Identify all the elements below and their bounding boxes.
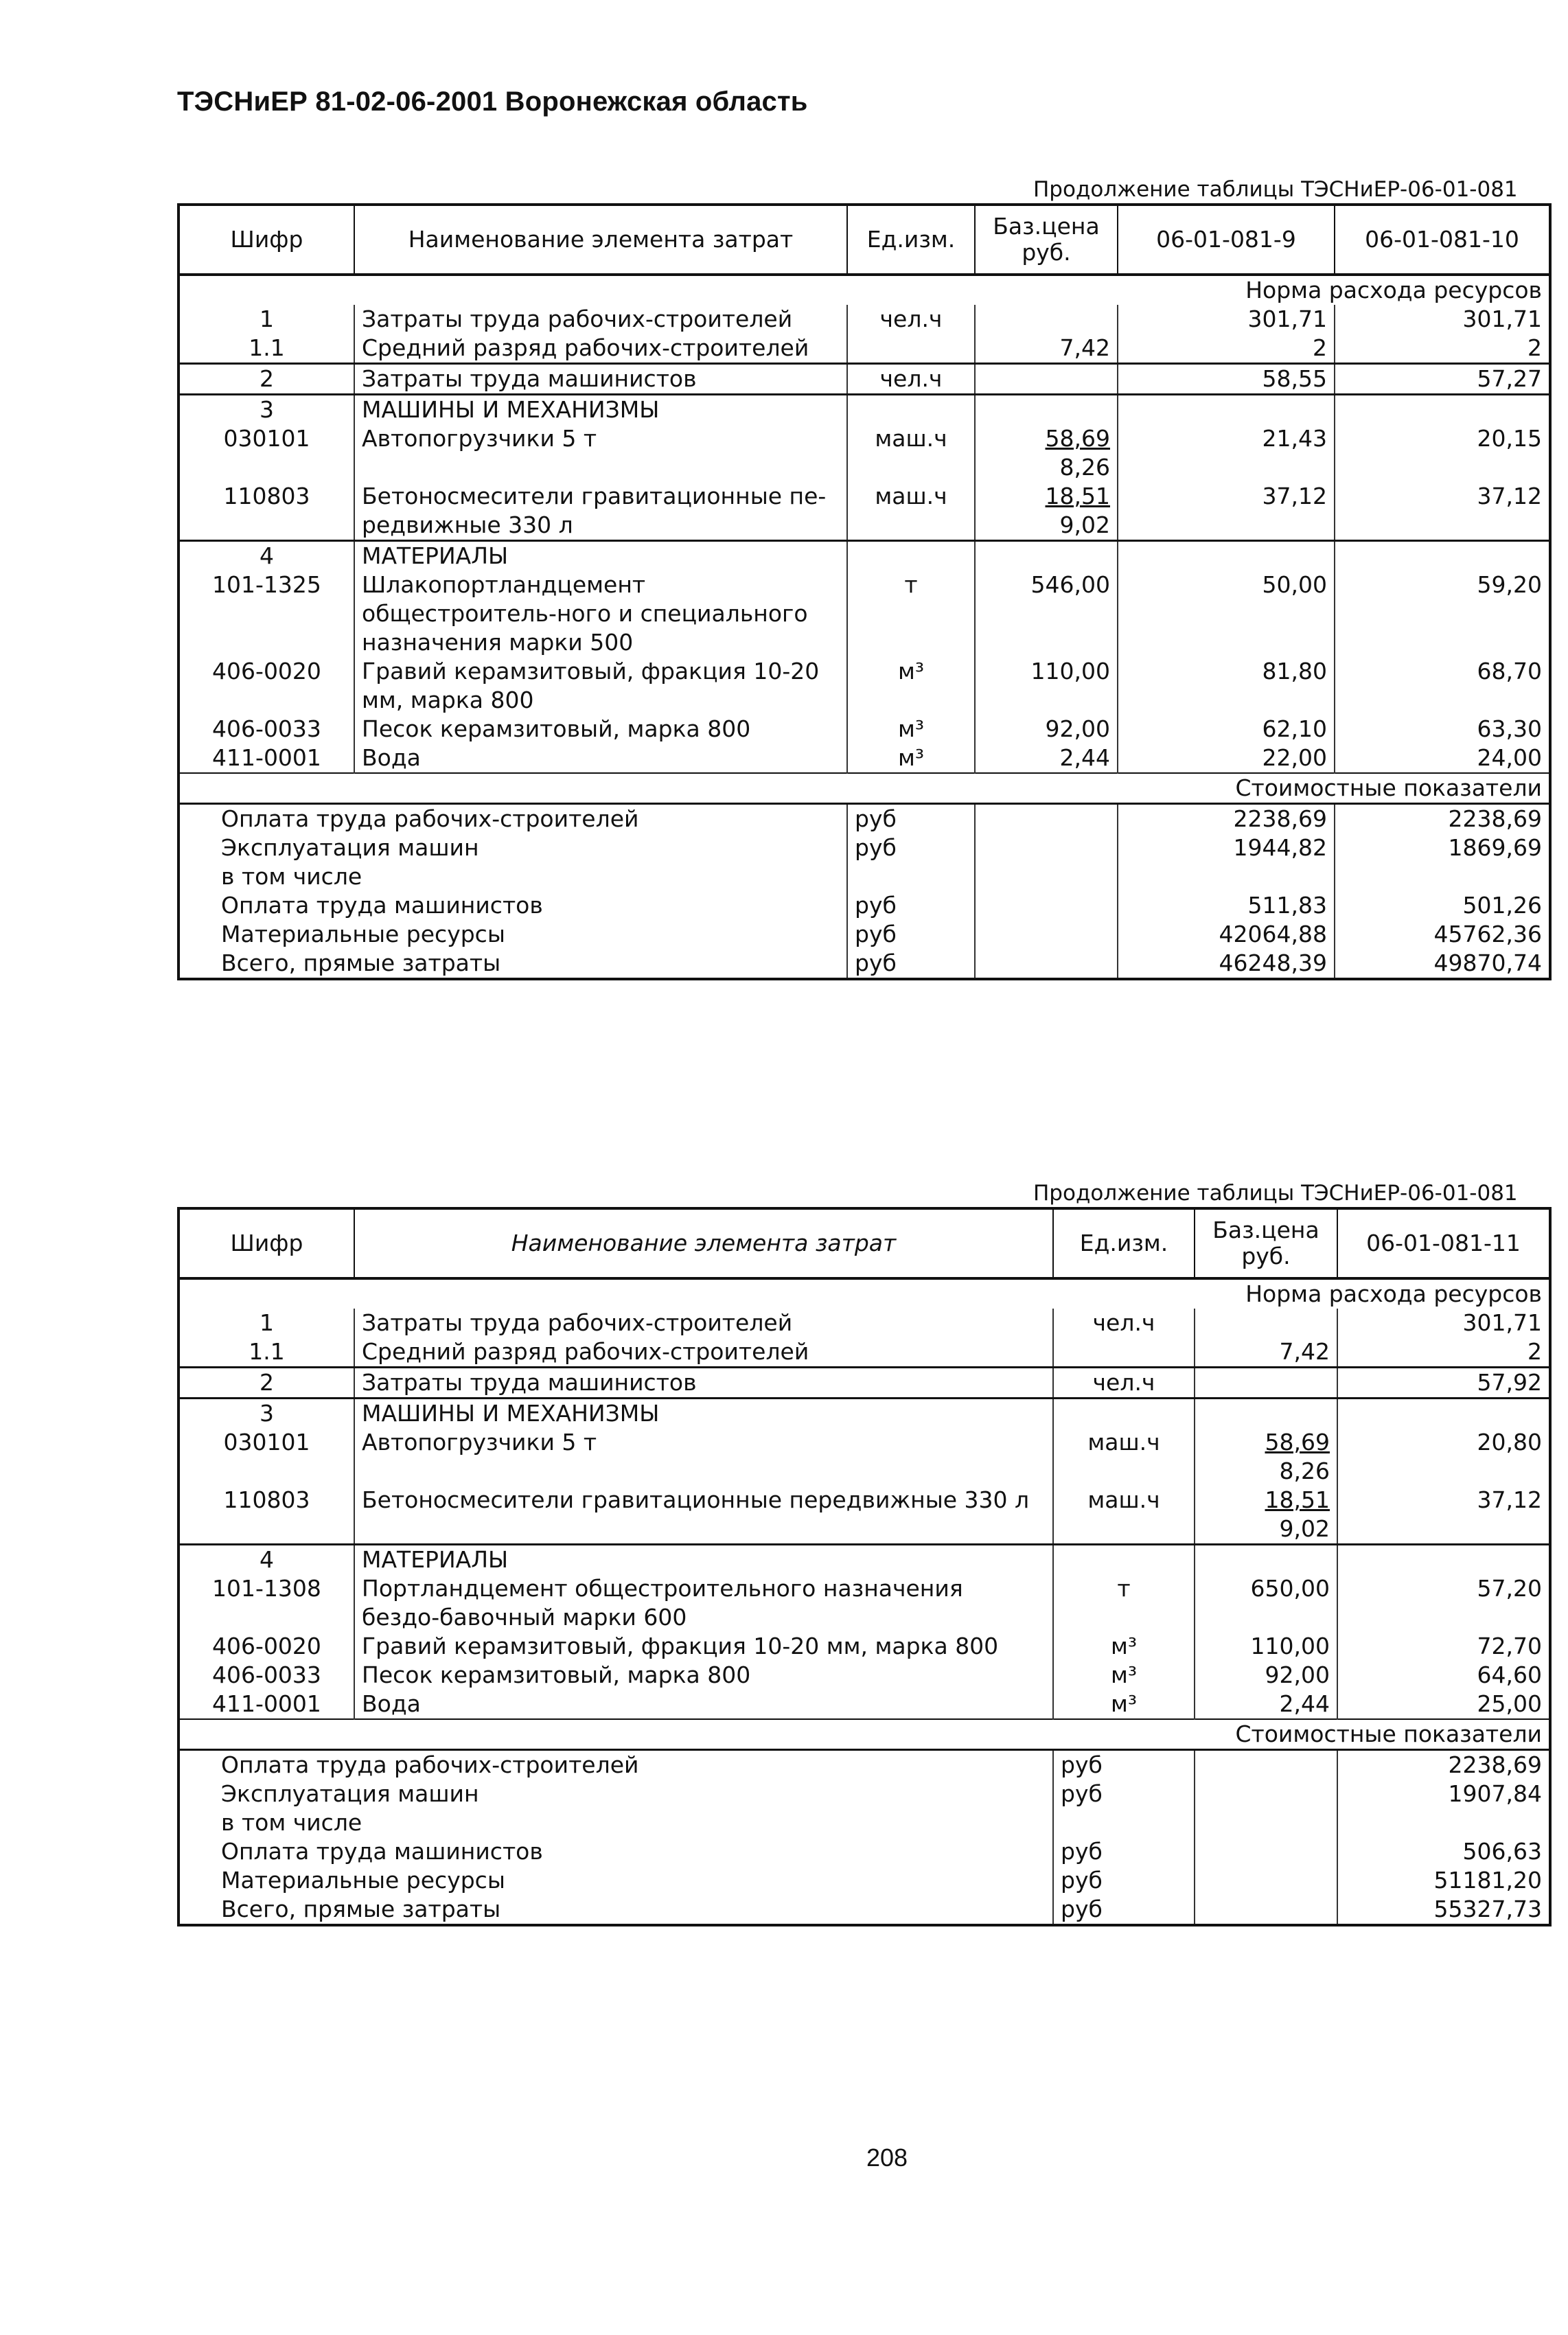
row-value-1	[1118, 541, 1335, 571]
cost-section-label: Стоимостные показатели	[178, 1719, 1550, 1750]
table-row	[178, 1368, 1550, 1399]
row-code: 030101	[223, 1429, 310, 1456]
row-value-2: 24,00	[1335, 744, 1550, 773]
row-unit	[1053, 1545, 1195, 1575]
row-code: 406-0020	[212, 658, 321, 685]
cost-blank	[1195, 1837, 1337, 1866]
header-name: Наименование элемента затрат	[354, 205, 847, 275]
cost-value-1: 506,63	[1337, 1837, 1550, 1866]
cost-blank	[975, 833, 1118, 862]
price-value: 650,00	[1250, 1575, 1330, 1602]
row-value-2: 20,15	[1335, 424, 1550, 482]
cost-name: Оплата труда рабочих-строителей	[178, 1750, 1053, 1780]
table-row	[178, 482, 1550, 541]
cost-value-2	[1335, 862, 1550, 891]
cost-value-2: 1869,69	[1335, 833, 1550, 862]
header-col-081-11: 06-01-081-11	[1337, 1208, 1550, 1278]
row-value-1: 2	[1118, 334, 1335, 364]
table1-continuation-note: Продолжение таблицы ТЭСНиЕР-06-01-081	[1033, 177, 1518, 202]
row-code: 4	[178, 1545, 354, 1575]
row-price	[975, 305, 1118, 334]
table-row	[178, 1309, 1550, 1337]
cost-blank	[975, 920, 1118, 949]
row-value-1: 25,00	[1337, 1690, 1550, 1719]
cost-row	[178, 891, 1550, 920]
row-value-1: 58,55	[1118, 364, 1335, 395]
norm-section-label: Норма расхода ресурсов	[178, 275, 1550, 305]
table2-continuation-note: Продолжение таблицы ТЭСНиЕР-06-01-081	[1033, 1181, 1518, 1206]
row-value-1: 64,60	[1337, 1661, 1550, 1690]
cost-name: Оплата труда машинистов	[221, 1838, 543, 1865]
row-name: Шлакопортландцемент общестроитель-ного и специального назначения марки 500	[354, 571, 847, 657]
price-wage-value: 9,02	[1279, 1515, 1330, 1542]
row-value-1: 50,00	[1118, 571, 1335, 657]
row-name: Автопогрузчики 5 т	[354, 424, 847, 482]
cost-row	[178, 1750, 1550, 1780]
row-value-2: 301,71	[1335, 305, 1550, 334]
price-value: 58,69	[1045, 425, 1110, 452]
row-code: 101-1308	[212, 1575, 321, 1602]
row-name: Вода	[354, 1690, 1053, 1719]
header-col-081-9: 06-01-081-9	[1118, 205, 1335, 275]
row-value-1: 81,80	[1118, 657, 1335, 715]
page-title: ТЭСНиЕР 81-02-06-2001 Воронежская область	[177, 87, 808, 117]
row-value-2: 57,27	[1335, 364, 1550, 395]
table-row	[178, 657, 1550, 715]
row-code: 1	[260, 306, 274, 332]
cost-name: в том числе	[221, 863, 362, 890]
row-name: МАШИНЫ И МЕХАНИЗМЫ	[354, 1399, 1053, 1429]
row-unit: т	[1053, 1574, 1195, 1632]
row-unit: маш.ч	[847, 424, 975, 482]
row-price	[1195, 1368, 1337, 1399]
row-value-1: 57,20	[1337, 1574, 1550, 1632]
row-price	[975, 482, 1118, 541]
cost-row	[178, 862, 1550, 891]
row-value-1: 62,10	[1118, 715, 1335, 744]
row-name: Затраты труда рабочих-строителей	[354, 1309, 1053, 1337]
table-row	[178, 744, 1550, 773]
header-col-081-10: 06-01-081-10	[1335, 205, 1550, 275]
table-row	[178, 395, 1550, 425]
row-value-1: 22,00	[1118, 744, 1335, 773]
row-price	[975, 541, 1118, 571]
row-value-2: 63,30	[1335, 715, 1550, 744]
row-unit	[1053, 1337, 1195, 1368]
row-unit: м³	[1053, 1690, 1195, 1719]
cost-value-2: 2238,69	[1335, 804, 1550, 834]
header-code: Шифр	[178, 205, 354, 275]
row-name: Гравий керамзитовый, фракция 10-20 мм, марка 800	[354, 1632, 1053, 1661]
cost-unit: руб	[847, 891, 975, 920]
row-name: Портландцемент общестроительного назначения бездо-бавочный марки 600	[354, 1574, 1053, 1632]
row-value-1: 301,71	[1118, 305, 1335, 334]
price-wage-value: 8,26	[1279, 1458, 1330, 1484]
row-value-2: 37,12	[1335, 482, 1550, 541]
row-unit: маш.ч	[1053, 1486, 1195, 1545]
cost-value-1	[1337, 1808, 1550, 1837]
cost-unit: руб	[847, 949, 975, 979]
cost-name: Всего, прямые затраты	[221, 1896, 501, 1922]
cost-row	[178, 949, 1550, 979]
price-value: 2,44	[1059, 744, 1110, 771]
table-row	[178, 1661, 1550, 1690]
row-unit: чел.ч	[1053, 1309, 1195, 1337]
row-price	[975, 364, 1118, 395]
row-code: 2	[178, 1368, 354, 1399]
row-name: Затраты труда машинистов	[354, 1368, 1053, 1399]
cost-blank	[975, 862, 1118, 891]
row-name: Затраты труда машинистов	[354, 364, 847, 395]
cost-name: в том числе	[221, 1809, 362, 1836]
row-price	[975, 395, 1118, 425]
row-code: 101-1325	[212, 571, 321, 598]
row-name: Бетоносмесители гравитационные передвижные 330 л	[354, 1486, 1053, 1545]
row-price	[1195, 1574, 1337, 1632]
row-code: 406-0033	[212, 1661, 321, 1688]
row-name: МАШИНЫ И МЕХАНИЗМЫ	[354, 395, 847, 425]
row-value-2: 68,70	[1335, 657, 1550, 715]
row-code: 406-0033	[212, 715, 321, 742]
row-price	[975, 715, 1118, 744]
cost-unit	[847, 862, 975, 891]
cost-row	[178, 833, 1550, 862]
row-price	[1195, 1309, 1337, 1337]
table2-body	[178, 1278, 1550, 1925]
row-code: 110803	[223, 483, 310, 509]
row-code: 411-0001	[212, 1690, 321, 1717]
header-name: Наименование элемента затрат	[354, 1208, 1053, 1278]
price-value: 2,44	[1279, 1690, 1330, 1717]
cost-name: Материальные ресурсы	[221, 921, 505, 947]
cost-unit: руб	[1053, 1780, 1195, 1808]
cost-blank	[1195, 1808, 1337, 1837]
price-wage-value: 8,26	[1059, 454, 1110, 481]
header-price: Баз.цена руб.	[975, 205, 1118, 275]
row-unit: м³	[847, 657, 975, 715]
header-code: Шифр	[178, 1208, 354, 1278]
row-price	[1195, 1545, 1337, 1575]
header-price: Баз.цена руб.	[1195, 1208, 1337, 1278]
row-price	[975, 744, 1118, 773]
row-price	[1195, 1486, 1337, 1545]
row-value-2	[1335, 541, 1550, 571]
cost-unit: руб	[847, 804, 975, 834]
row-unit: чел.ч	[847, 305, 975, 334]
price-value: 110,00	[1250, 1633, 1330, 1659]
row-name: Песок керамзитовый, марка 800	[354, 715, 847, 744]
row-name: Средний разряд рабочих-строителей	[354, 1337, 1053, 1368]
row-name: Бетоносмесители гравитационные пе-редвижные 330 л	[354, 482, 847, 541]
row-code: 3	[178, 1399, 354, 1429]
row-unit: м³	[1053, 1632, 1195, 1661]
row-unit	[847, 541, 975, 571]
row-value-1: 21,43	[1118, 424, 1335, 482]
cost-value-2: 501,26	[1335, 891, 1550, 920]
cost-blank	[975, 949, 1118, 979]
row-code: 030101	[223, 425, 310, 452]
row-value-1	[1337, 1545, 1550, 1575]
row-price	[1195, 1661, 1337, 1690]
row-unit: чел.ч	[1053, 1368, 1195, 1399]
row-unit: маш.ч	[1053, 1428, 1195, 1486]
cost-unit: руб	[1053, 1837, 1195, 1866]
cost-name: Всего, прямые затраты	[221, 950, 501, 976]
row-value-1: 37,12	[1337, 1486, 1550, 1545]
row-price	[1195, 1428, 1337, 1486]
resource-norm-table-2	[177, 1207, 1552, 1926]
table-row	[178, 541, 1550, 571]
cost-blank	[975, 804, 1118, 834]
row-name: МАТЕРИАЛЫ	[354, 541, 847, 571]
cost-row	[178, 1808, 1550, 1837]
row-name: Средний разряд рабочих-строителей	[354, 334, 847, 364]
cost-name: Оплата труда машинистов	[221, 892, 543, 919]
cost-row	[178, 920, 1550, 949]
row-code: 110803	[223, 1486, 310, 1513]
cost-value-1: 42064,88	[1118, 920, 1335, 949]
table-row	[178, 1428, 1550, 1486]
cost-name: Эксплуатация машин	[221, 834, 479, 861]
cost-row	[178, 1780, 1550, 1808]
row-price	[975, 424, 1118, 482]
row-price	[975, 334, 1118, 364]
row-unit: м³	[1053, 1661, 1195, 1690]
cost-value-1: 511,83	[1118, 891, 1335, 920]
cost-unit: руб	[847, 833, 975, 862]
table-row	[178, 1545, 1550, 1575]
row-code: 411-0001	[212, 744, 321, 771]
row-value-2: 59,20	[1335, 571, 1550, 657]
price-value: 92,00	[1045, 715, 1110, 742]
table-row	[178, 364, 1550, 395]
price-value: 92,00	[1265, 1661, 1330, 1688]
row-name: Автопогрузчики 5 т	[354, 1428, 1053, 1486]
cost-blank	[1195, 1866, 1337, 1895]
row-unit: м³	[847, 744, 975, 773]
cost-value-1	[1118, 862, 1335, 891]
row-price	[975, 657, 1118, 715]
header-unit: Ед.изм.	[847, 205, 975, 275]
cost-blank	[975, 891, 1118, 920]
table-row	[178, 1399, 1550, 1429]
cost-section-label: Стоимостные показатели	[178, 773, 1550, 804]
row-name: Гравий керамзитовый, фракция 10-20 мм, марка 800	[354, 657, 847, 715]
table-row	[178, 424, 1550, 482]
row-code: 3	[178, 395, 354, 425]
cost-unit: руб	[1053, 1750, 1195, 1780]
cost-value-1: 2238,69	[1337, 1750, 1550, 1780]
cost-unit: руб	[847, 920, 975, 949]
cost-value-1: 46248,39	[1118, 949, 1335, 979]
table-row	[178, 1486, 1550, 1545]
table1-body	[178, 275, 1550, 979]
row-code: 406-0020	[212, 1633, 321, 1659]
price-value: 18,51	[1045, 483, 1110, 509]
norm-section-label: Норма расхода ресурсов	[178, 1278, 1550, 1309]
cost-name: Материальные ресурсы	[221, 1867, 505, 1894]
table-row	[178, 1337, 1550, 1368]
cost-value-1: 1907,84	[1337, 1780, 1550, 1808]
price-value: 18,51	[1265, 1486, 1330, 1513]
cost-value-1: 51181,20	[1337, 1866, 1550, 1895]
row-name: МАТЕРИАЛЫ	[354, 1545, 1053, 1575]
row-code: 1.1	[249, 1338, 285, 1365]
cost-value-2: 45762,36	[1335, 920, 1550, 949]
row-value-1: 37,12	[1118, 482, 1335, 541]
row-code: 1	[260, 1309, 274, 1336]
cost-row	[178, 1866, 1550, 1895]
row-price	[1195, 1337, 1337, 1368]
row-unit: маш.ч	[847, 482, 975, 541]
row-code: 1.1	[249, 334, 285, 361]
cost-blank	[1195, 1895, 1337, 1925]
row-unit	[1053, 1399, 1195, 1429]
cost-name: Эксплуатация машин	[221, 1780, 479, 1807]
table-row	[178, 334, 1550, 364]
row-value-1: 72,70	[1337, 1632, 1550, 1661]
price-value: 58,69	[1265, 1429, 1330, 1456]
row-value-1	[1118, 395, 1335, 425]
row-value-1: 301,71	[1337, 1309, 1550, 1337]
row-unit	[847, 334, 975, 364]
row-value-1: 57,92	[1337, 1368, 1550, 1399]
row-code: 2	[178, 364, 354, 395]
resource-norm-table-1	[177, 203, 1552, 980]
cost-value-1: 2238,69	[1118, 804, 1335, 834]
price-value: 110,00	[1030, 658, 1110, 685]
cost-unit: руб	[1053, 1895, 1195, 1925]
table-row	[178, 1632, 1550, 1661]
cost-row	[178, 1895, 1550, 1925]
table-row	[178, 1690, 1550, 1719]
row-unit: м³	[847, 715, 975, 744]
price-value: 7,42	[1059, 334, 1110, 361]
price-wage-value: 9,02	[1059, 511, 1110, 538]
cost-blank	[1195, 1750, 1337, 1780]
row-unit	[847, 395, 975, 425]
cost-name: Оплата труда рабочих-строителей	[178, 804, 847, 834]
cost-unit	[1053, 1808, 1195, 1837]
row-unit: т	[847, 571, 975, 657]
row-code: 4	[178, 541, 354, 571]
row-price	[1195, 1399, 1337, 1429]
row-price	[1195, 1632, 1337, 1661]
row-name: Песок керамзитовый, марка 800	[354, 1661, 1053, 1690]
cost-value-1: 55327,73	[1337, 1895, 1550, 1925]
cost-value-1: 1944,82	[1118, 833, 1335, 862]
row-value-1: 20,80	[1337, 1428, 1550, 1486]
cost-row	[178, 804, 1550, 834]
header-unit: Ед.изм.	[1053, 1208, 1195, 1278]
table-row	[178, 571, 1550, 657]
cost-value-2: 49870,74	[1335, 949, 1550, 979]
row-name: Затраты труда рабочих-строителей	[354, 305, 847, 334]
row-price	[975, 571, 1118, 657]
row-value-2	[1335, 395, 1550, 425]
table-row	[178, 1574, 1550, 1632]
row-value-1	[1337, 1399, 1550, 1429]
row-price	[1195, 1690, 1337, 1719]
price-value: 7,42	[1279, 1338, 1330, 1365]
table-row	[178, 305, 1550, 334]
cost-unit: руб	[1053, 1866, 1195, 1895]
cost-row	[178, 1837, 1550, 1866]
row-unit: чел.ч	[847, 364, 975, 395]
price-value: 546,00	[1030, 571, 1110, 598]
row-value-2: 2	[1335, 334, 1550, 364]
row-name: Вода	[354, 744, 847, 773]
page-number: 208	[866, 2143, 908, 2172]
row-value-1: 2	[1337, 1337, 1550, 1368]
cost-blank	[1195, 1780, 1337, 1808]
table-row	[178, 715, 1550, 744]
